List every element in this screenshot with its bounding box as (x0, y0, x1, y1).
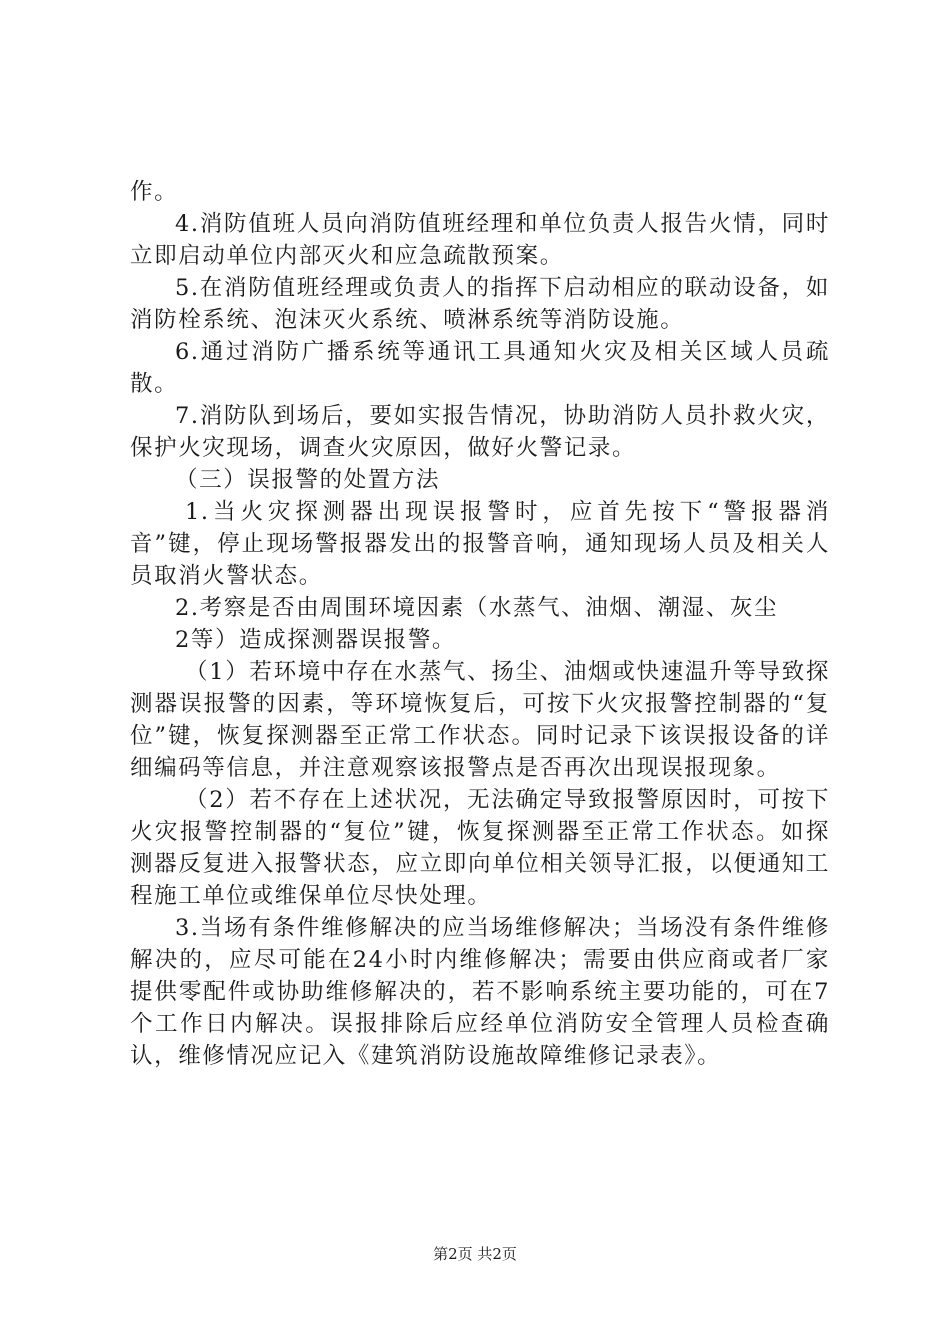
document-body (130, 176, 830, 1072)
paragraph-false-alarm-1: 1.当火灾探测器出现误报警时，应首先按下“警报器消音”键，停止现场警报器发出的报警音响，通知现场人员及相关人员取消火警状态。 (130, 499, 830, 589)
page-footer: 第2页 共2页 (433, 1245, 517, 1263)
paragraph-item-6: 6.通过消防广播系统等通讯工具通知火灾及相关区域人员疏散。 (130, 339, 830, 397)
paragraph-item-5: 5.在消防值班经理或负责人的指挥下启动相应的联动设备，如消防栓系统、泡沫灭火系统、喷淋系统等消防设施。 (130, 275, 830, 333)
paragraph-continuation: 作。 (130, 179, 179, 205)
section-heading-false-alarm: （三）误报警的处置方法 (175, 467, 441, 493)
paragraph-false-alarm-2-continued: 2等）造成探测器误报警。 (175, 627, 457, 653)
paragraph-subitem-1: （1）若环境中存在水蒸气、扬尘、油烟或快速温升等导致探测器误报警的因素，等环境恢复后，可按下火灾报警控制器的“复位”键，恢复探测器至正常工作状态。同时记录下该误报设备的详细编码等信息，并注意观察该报警点是否再次出现误报现象。 (130, 659, 830, 781)
paragraph-item-4: 4.消防值班人员向消防值班经理和单位负责人报告火情，同时立即启动单位内部灭火和应急疏散预案。 (130, 211, 830, 269)
paragraph-subitem-2: （2）若不存在上述状况，无法确定导致报警原因时，可按下火灾报警控制器的“复位”键，恢复探测器至正常工作状态。如探测器反复进入报警状态，应立即向单位相关领导汇报，以便通知工程施工单位或维保单位尽快处理。 (130, 787, 830, 909)
paragraph-item-7: 7.消防队到场后，要如实报告情况，协助消防人员扑救火灾，保护火灾现场，调查火灾原因，做好火警记录。 (130, 403, 830, 461)
paragraph-false-alarm-3: 3.当场有条件维修解决的应当场维修解决；当场没有条件维修解决的，应尽可能在24小时内维修解决；需要由供应商或者厂家提供零配件或协助维修解决的，若不影响系统主要功能的，可在7个工作日内解决。误报排除后应经单位消防安全管理人员检查确认，维修情况应记入《建筑消防设施故障维修记录表》。 (130, 915, 830, 1069)
paragraph-false-alarm-2: 2.考察是否由周围环境因素（水蒸气、油烟、潮湿、灰尘 (175, 595, 779, 621)
